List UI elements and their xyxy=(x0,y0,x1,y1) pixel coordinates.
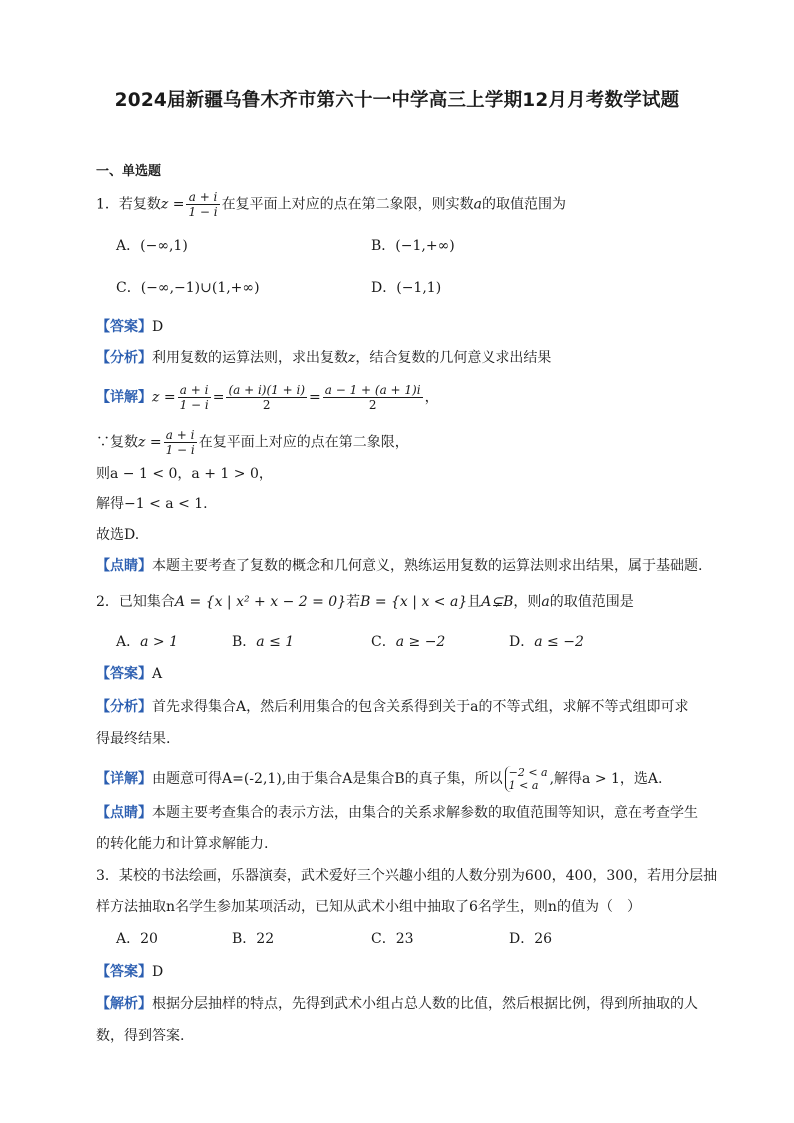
q1-comment: 【点睛】本题主要考查了复数的概念和几何意义，熟练运用复数的运算法则求出结果，属于基础题. xyxy=(96,558,703,574)
q1-prefix: 1．若复数 xyxy=(96,196,161,213)
q1-answer: 【答案】D xyxy=(96,319,164,335)
q1-because: ∵复数z = $\frac{a + i}{1 - i}$ 在复平面上对应的点在第二象限， xyxy=(96,428,409,457)
q2-option-c: C．a ≥ −2 xyxy=(371,634,446,650)
q1-choose: 故选D. xyxy=(96,527,140,543)
q3-option-a: A．20 xyxy=(116,931,158,947)
q1-z-eq: z = xyxy=(160,196,185,213)
q1-then: 则a − 1 < 0，a + 1 > 0， xyxy=(96,466,273,482)
q1-frac-num: a + i xyxy=(186,190,219,205)
q2-stem: 2．已知集合A = {x | x² + x − 2 = 0}若B = {x | x < a}且A⊊B，则a的取值范围是 xyxy=(96,594,634,610)
q2-comment-l2: 的转化能力和计算求解能力. xyxy=(96,836,269,852)
q2-option-b: B．a ≤ 1 xyxy=(232,634,295,650)
q1-option-c: C．(−∞,−1)∪(1,+∞) xyxy=(116,280,260,296)
q3-option-d: D．26 xyxy=(509,931,553,947)
q1-frac-den: 1 − i xyxy=(188,205,218,219)
q1-option-b: B．(−1,+∞) xyxy=(371,238,455,254)
q2-comment-l1: 【点睛】本题主要考查集合的表示方法，由集合的关系求解参数的取值范围等知识，意在考查学生 xyxy=(96,805,698,821)
q1-analysis: 【分析】利用复数的运算法则，求出复数z，结合复数的几何意义求出结果 xyxy=(96,350,552,366)
q1-var: a xyxy=(473,196,482,213)
q3-parse-l2: 数，得到答案. xyxy=(96,1028,185,1044)
q1-stem xyxy=(96,190,698,219)
q3-option-b: B．22 xyxy=(232,931,275,947)
q2-option-d: D．a ≤ −2 xyxy=(509,634,584,650)
q2-analysis-l2: 得最终结果. xyxy=(96,731,171,747)
q1-fraction xyxy=(186,190,219,219)
page-title: 2024届新疆乌鲁木齐市第六十一中学高三上学期12月月考数学试题 xyxy=(114,90,680,111)
q1-suffix: 在复平面上对应的点在第二象限，则实数 xyxy=(221,196,474,213)
q1-solve: 解得−1 < a < 1. xyxy=(96,496,208,512)
q2-option-a: A．a > 1 xyxy=(116,634,179,650)
q1-suffix2: 的取值范围为 xyxy=(482,196,566,213)
q2-inequality-system: −2 < a 1 < a xyxy=(505,766,548,792)
q3-option-c: C．23 xyxy=(371,931,414,947)
q2-analysis-l1: 【分析】首先求得集合A，然后利用集合的包含关系得到关于a的不等式组，求解不等式组即可求 xyxy=(96,699,689,715)
q3-stem-l1: 3．某校的书法绘画，乐器演奏，武术爱好三个兴趣小组的人数分别为600，400，300，若用分层抽 xyxy=(96,868,718,884)
q2-answer: 【答案】A xyxy=(96,666,163,682)
q3-parse-l1: 【解析】根据分层抽样的特点，先得到武术小组占总人数的比值，然后根据比例，得到所抽取的人 xyxy=(96,996,698,1012)
q1-option-d: D．(−1,1) xyxy=(371,280,442,296)
q2-detail: 【详解】由题意可得A=(-2,1),由于集合A是集合B的真子集，所以 −2 < a 1 < a ,解得a > 1，选A. xyxy=(96,766,663,792)
section-heading: 一、单选题 xyxy=(96,164,162,179)
q3-answer: 【答案】D xyxy=(96,964,164,980)
q1-detail: 【详解】z = $\frac{a + i}{1 - i}$ = $\frac{(a + i)(1 + i)}{2}$ = $\frac{a - 1 + (a + 1)i}{2}$ ， xyxy=(96,383,439,412)
q1-option-a: A．(−∞,1) xyxy=(116,238,188,254)
q3-stem-l2: 样方法抽取n名学生参加某项活动，已知从武术小组中抽取了6名学生，则n的值为（ ） xyxy=(96,899,641,915)
